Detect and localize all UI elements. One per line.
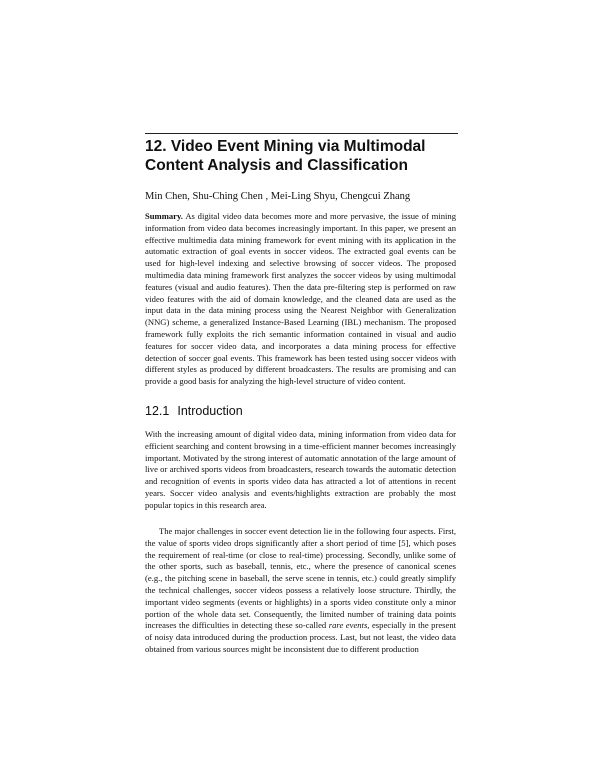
author-list: Min Chen, Shu-Ching Chen , Mei-Ling Shyu, Chengcui Zhang <box>145 191 411 202</box>
summary-paragraph <box>145 211 456 388</box>
summary-text: As digital video data becomes more and more pervasive, the issue of mining information from video data becomes increasingly important. In this paper, we present an effective multimedia data mining framework for event mining with its application in the automatic extraction of goal events in soccer videos. The extracted goal events can be used for high-level indexing and selective browsing of soccer videos. The proposed multimedia data mining framework first analyzes the soccer videos by using multimodal features (visual and audio features). Then the data pre-filtering step is performed on raw video features with the aid of domain knowledge, and the cleaned data are used as the input data in the data mining process using the Nearest Neighbor with Generalization (NNG) scheme, a generalized Instance-Based Learning (IBL) mechanism. The proposed framework fully exploits the rich semantic information contained in visual and audio features for soccer video data, and incorporates a data mining process for effective detection of soccer goal events. This framework has been tested using soccer videos with different styles as produced by different broadcasters. The results are promising and can provide a good basis for analyzing the high-level structure of video content. <box>145 211 456 387</box>
intro-paragraph-2 <box>145 526 456 656</box>
intro-paragraph-1: With the increasing amount of digital video data, mining information from video data for efficient searching and content browsing in a time-efficient manner becomes increasingly important. Motivated by the strong interest of automatic annotation of the large amount of live or archived sports videos from broadcasters, research towards the automatic detection and recognition of events in sports video data has attracted a lot of attentions in recent years. Soccer video analysis and events/highlights extraction are probably the most popular topics in this research area. <box>145 429 456 510</box>
section-number: 12.1 <box>145 404 170 418</box>
section-heading <box>145 404 456 419</box>
intro-paragraph-2-part-b: , especially in the present of noisy data introduced during the production process. Last, but not least, the video data obtained from various sources might be inconsistent due to different production <box>145 620 457 654</box>
summary-label: Summary. <box>145 211 183 221</box>
title-rule <box>145 133 458 134</box>
section-title: Introduction <box>177 404 243 418</box>
chapter-title: 12. Video Event Mining via Multimodal Content Analysis and Classification <box>145 138 426 174</box>
intro-paragraph-2-part-a: The major challenges in soccer event detection lie in the following four aspects. First, the value of sports video drops significantly after a short period of time [5], which poses the requirement of real-time (or close to real-time) processing. Secondly, unlike some of the other sports, such as baseball, tennis, etc., where the presence of canonical scenes (e.g., the pitching scene in baseball, the serve scene in tennis, etc.) could greatly simplify the technical challenges, soccer videos possess a relatively loose structure. Thirdly, the important video segments (events or highlights) in a sports video constitute only a minor portion of the whole data set. Consequently, the limited number of training data points increases the difficulties in detecting these so-called <box>145 526 456 631</box>
emphasis-rare-events: rare events <box>328 620 368 631</box>
